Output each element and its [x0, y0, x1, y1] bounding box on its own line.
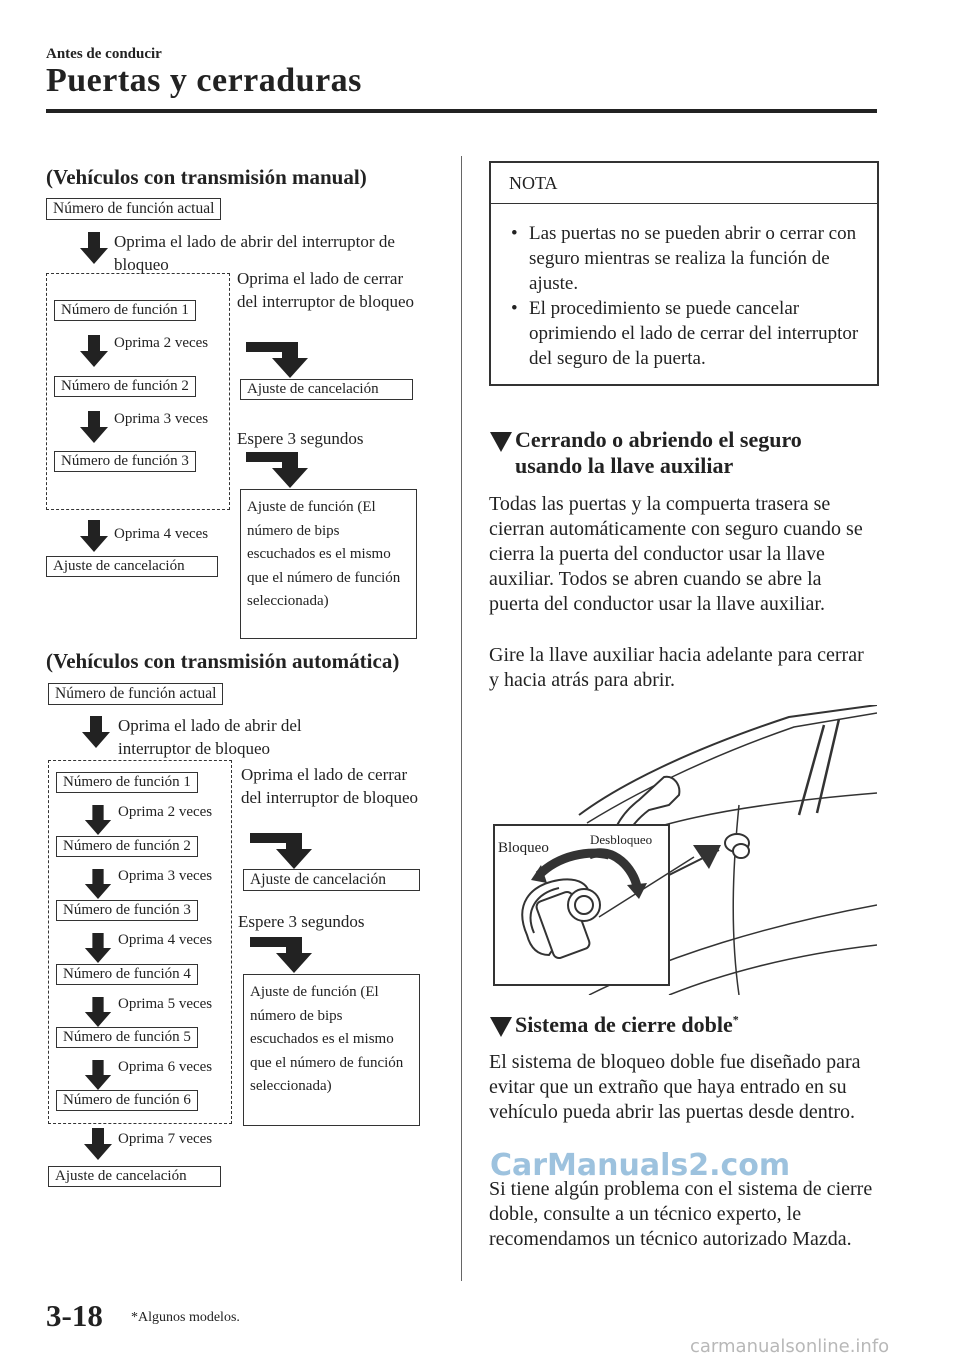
lock-label: Bloqueo — [498, 840, 549, 856]
manual-heading: (Vehículos con transmisión manual) — [46, 165, 367, 189]
manual-press-close: Oprima el lado de cerrar del interruptor de bloqueo — [237, 269, 415, 311]
auto-press4: Oprima 4 veces — [118, 932, 213, 948]
watermark-logo: CarManuals2.com — [490, 1148, 791, 1183]
down-arrow-icon — [82, 716, 110, 748]
down-arrow-icon — [84, 1060, 112, 1090]
manual-press-open: Oprima el lado de abrir del interruptor de bloqueo — [114, 232, 395, 274]
auto-press2: Oprima 2 veces — [118, 804, 213, 820]
bullet-icon: • — [511, 223, 518, 244]
manual-press4: Oprima 4 veces — [114, 526, 209, 542]
triangle-bullet-icon — [490, 1017, 512, 1037]
auto-cancel-left-box: Ajuste de cancelación — [48, 1166, 221, 1187]
bent-arrow-icon — [250, 833, 322, 869]
aux-key-body: Todas las puertas y la compuerta trasera se cierran automáticamente con seguro cuando se cierra la puerta del conductor usar la llave auxiliar. Todos se abren cuando se abre la puerta del conductor usar la llave auxiliar. — [489, 493, 863, 615]
double-lock-body: El sistema de bloqueo doble fue diseñado para evitar que un extraño que haya entrado en su vehículo pueda abrir las puertas desde dentro. — [489, 1051, 861, 1123]
auto-press5: Oprima 5 veces — [118, 996, 213, 1012]
down-arrow-icon — [84, 1128, 112, 1160]
down-arrow-icon — [84, 933, 112, 963]
auto-press-close: Oprima el lado de cerrar del interruptor de bloqueo — [241, 765, 419, 807]
down-arrow-icon — [84, 869, 112, 899]
manual-wait: Espere 3 segundos — [237, 429, 364, 448]
footnote: *Algunos modelos. — [131, 1310, 240, 1325]
manual-fn1-box: Número de función 1 — [54, 300, 196, 321]
note-label: NOTA — [509, 173, 558, 193]
double-lock-heading-text: Sistema de cierre doble — [515, 1012, 733, 1037]
down-arrow-icon — [84, 997, 112, 1027]
aux-key-body-2: Gire la llave auxiliar hacia adelante para cerrar y hacia atrás para abrir. — [489, 644, 864, 691]
manual-press2: Oprima 2 veces — [114, 335, 209, 351]
footnote-marker: * — [732, 1012, 739, 1027]
auto-fn2-box: Número de función 2 — [56, 836, 198, 857]
manual-press3: Oprima 3 veces — [114, 411, 209, 427]
manual-fn3-box: Número de función 3 — [54, 451, 196, 472]
auto-wait: Espere 3 segundos — [238, 912, 365, 931]
auto-fn4-box: Número de función 4 — [56, 964, 198, 985]
auto-fn5-box: Número de función 5 — [56, 1027, 198, 1048]
unlock-label: Desbloqueo — [590, 832, 653, 847]
section-label: Antes de conducir — [46, 46, 162, 62]
triangle-bullet-icon — [490, 432, 512, 452]
auto-fn3-box: Número de función 3 — [56, 900, 198, 921]
page-title: Puertas y cerraduras — [46, 62, 362, 99]
auto-press-open: Oprima el lado de abrir del interruptor de bloqueo — [118, 716, 302, 758]
page-number: 3-18 — [46, 1298, 103, 1333]
auto-current-box: Número de función actual — [48, 683, 223, 705]
auto-fn-set-box: Ajuste de función (El número de bips escuchados es el mismo que el número de función seleccionada) — [243, 974, 420, 1126]
note-item-text: Las puertas no se pueden abrir o cerrar con seguro mientras se realiza la función de ajuste. — [529, 223, 857, 294]
auto-press7: Oprima 7 veces — [118, 1131, 213, 1147]
auto-press6: Oprima 6 veces — [118, 1059, 213, 1075]
auto-fn6-box: Número de función 6 — [56, 1090, 198, 1111]
down-arrow-icon — [80, 335, 108, 367]
down-arrow-icon — [80, 520, 108, 552]
double-lock-heading — [515, 1012, 739, 1038]
bullet-icon: • — [511, 298, 518, 319]
aux-key-heading: Cerrando o abriendo el seguro usando la llave auxiliar — [515, 427, 802, 478]
header-rule — [46, 109, 877, 113]
note-item-text: El procedimiento se puede cancelar oprimiendo el lado de cerrar del interruptor del seguro de la puerta. — [529, 298, 859, 369]
auto-fn1-box: Número de función 1 — [56, 772, 198, 793]
note-item — [507, 221, 867, 296]
bent-arrow-icon — [246, 342, 318, 378]
note-box — [489, 161, 879, 386]
bent-arrow-icon — [250, 937, 322, 973]
down-arrow-icon — [80, 232, 108, 264]
auto-heading: (Vehículos con transmisión automática) — [46, 649, 400, 673]
down-arrow-icon — [80, 411, 108, 443]
manual-fn2-box: Número de función 2 — [54, 376, 196, 397]
note-item — [507, 296, 867, 371]
manual-cancel-left-box: Ajuste de cancelación — [46, 556, 218, 577]
manual-fn-set-box: Ajuste de función (El número de bips escuchados es el mismo que el número de función seleccionada) — [240, 489, 417, 639]
bent-arrow-icon — [246, 452, 318, 488]
double-lock-body-2: Si tiene algún problema con el sistema de cierre doble, consulte a un técnico experto, le recomendamos un técnico autorizado Mazda. — [489, 1178, 873, 1250]
down-arrow-icon — [84, 805, 112, 835]
auto-press3: Oprima 3 veces — [118, 868, 213, 884]
manual-current-box: Número de función actual — [46, 198, 221, 220]
watermark-footer: carmanualsonline.info — [690, 1336, 890, 1357]
column-divider — [461, 156, 462, 1281]
auto-cancel-right-box: Ajuste de cancelación — [243, 869, 420, 891]
manual-cancel-right-box: Ajuste de cancelación — [240, 379, 413, 400]
